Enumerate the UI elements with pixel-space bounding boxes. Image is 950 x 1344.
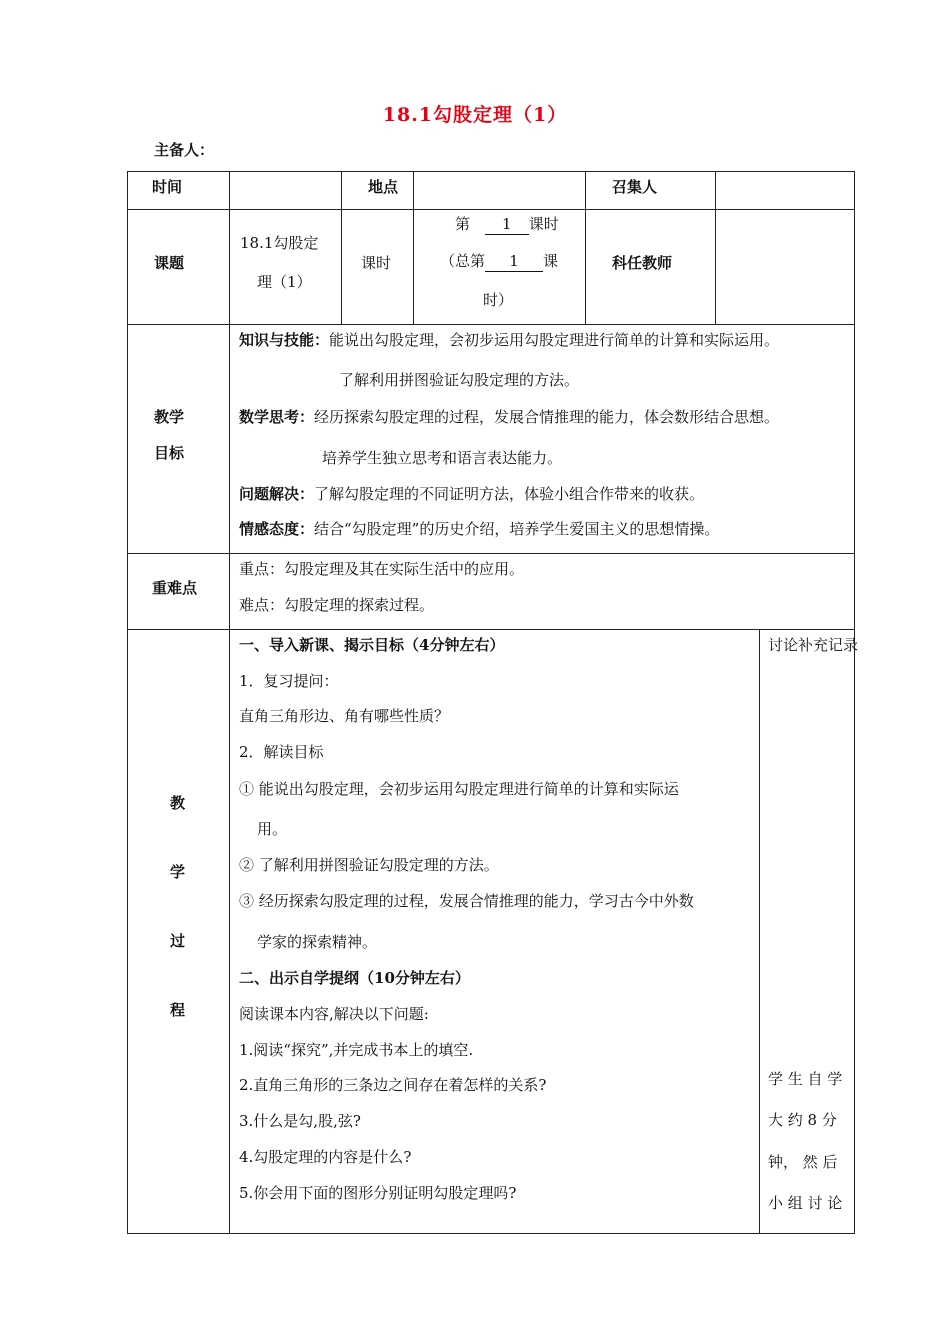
question-4: 4.勾股定理的内容是什么? [239, 1148, 412, 1166]
place-label: 地点 [368, 178, 399, 196]
table-border-top [127, 171, 855, 172]
convener-label: 召集人 [612, 178, 658, 196]
period-suffix: 课时 [528, 215, 559, 233]
side-note-line-4: 小 组 讨 论 [768, 1194, 843, 1212]
goals-label-line-2: 目标 [154, 444, 185, 462]
problem-label: 问题解决： [239, 485, 315, 503]
goal-3-line-2: 学家的探索精神。 [257, 933, 378, 951]
period-line [455, 214, 559, 235]
side-note-line-2: 大 约 8 分 [768, 1111, 837, 1129]
topic-line-2: 理（1） [257, 273, 312, 291]
table-col-5 [715, 171, 716, 325]
goal-1-line-2: 用。 [257, 820, 288, 838]
table-col-1 [229, 171, 230, 1234]
attitude-goal [239, 519, 719, 539]
topic-line-1: 18.1勾股定 [240, 234, 319, 252]
thinking-goal [239, 407, 779, 427]
table-border-bottom [127, 1233, 855, 1234]
key-point: 重点：勾股定理及其在实际生活中的应用。 [239, 560, 525, 578]
review-item: 1．复习提问： [239, 672, 339, 690]
question-2: 2.直角三角形的三条边之间存在着怎样的关系? [239, 1076, 547, 1094]
side-column-title: 讨论补充记录 [768, 636, 859, 654]
table-rule-2 [127, 324, 855, 325]
table-col-3 [413, 171, 414, 325]
topic-label: 课题 [154, 254, 185, 272]
table-rule-3 [127, 553, 855, 554]
goals-label-line-1: 教学 [154, 408, 185, 426]
reading-instruction: 阅读课本内容,解决以下问题: [239, 1005, 429, 1023]
period-number: 1 [485, 214, 529, 235]
thinking-label: 数学思考： [239, 408, 315, 426]
table-col-side [759, 629, 760, 1234]
total-end: 时） [483, 291, 514, 309]
section-2-title: 二、出示自学提纲（10分钟左右） [239, 969, 470, 987]
time-label: 时间 [152, 178, 183, 196]
table-border-left [127, 171, 128, 1234]
process-label-char-1: 教 [170, 794, 186, 812]
side-note-line-3: 钟， 然 后 [768, 1153, 838, 1171]
page-title: 18.1勾股定理（1） [382, 104, 568, 126]
problem-text: 了解勾股定理的不同证明方法，体验小组合作带来的收获。 [314, 485, 705, 503]
knowledge-text: 能说出勾股定理，会初步运用勾股定理进行简单的计算和实际运用。 [329, 331, 780, 349]
knowledge-label: 知识与技能： [239, 331, 330, 349]
attitude-text: 结合“勾股定理”的历史介绍，培养学生爱国主义的思想情操。 [314, 520, 720, 538]
total-period-line [440, 251, 558, 272]
table-col-2 [341, 171, 342, 325]
teacher-label: 科任教师 [612, 254, 673, 272]
process-label-char-2: 学 [170, 863, 186, 881]
knowledge-text-2: 了解利用拼图验证勾股定理的方法。 [339, 371, 580, 389]
question-1: 1.阅读“探究”,并完成书本上的填空. [239, 1041, 474, 1059]
total-suffix: 课 [543, 252, 559, 270]
table-side-right [854, 629, 855, 1234]
thinking-text: 经历探索勾股定理的过程，发展合情推理的能力，体会数形结合思想。 [314, 408, 780, 426]
thinking-text-2: 培养学生独立思考和语言表达能力。 [322, 449, 563, 467]
interpret-goals-item: 2．解读目标 [239, 743, 324, 761]
table-border-right [854, 171, 855, 630]
difficult-point: 难点：勾股定理的探索过程。 [239, 596, 435, 614]
period-label: 课时 [361, 254, 392, 272]
process-label-char-4: 程 [170, 1001, 186, 1019]
preparer-label: 主备人： [154, 141, 215, 159]
knowledge-goal [239, 330, 779, 350]
review-question: 直角三角形边、角有哪些性质？ [239, 707, 450, 725]
period-prefix: 第 [455, 215, 471, 233]
table-rule-1 [127, 209, 855, 210]
table-col-4 [585, 171, 586, 325]
process-label-char-3: 过 [170, 932, 186, 950]
side-note-line-1: 学 生 自 学 [768, 1070, 843, 1088]
total-number: 1 [485, 251, 543, 272]
goal-1-line-1: ① 能说出勾股定理，会初步运用勾股定理进行简单的计算和实际运 [239, 780, 679, 798]
attitude-label: 情感态度： [239, 520, 315, 538]
key-points-label: 重难点 [152, 579, 198, 597]
question-5: 5.你会用下面的图形分别证明勾股定理吗? [239, 1184, 517, 1202]
question-3: 3.什么是勾,股,弦? [239, 1112, 361, 1130]
total-prefix: （总第 [440, 252, 486, 270]
section-1-title: 一、导入新课、揭示目标（4分钟左右） [239, 636, 505, 654]
table-rule-4 [127, 629, 855, 630]
goal-3-line-1: ③ 经历探索勾股定理的过程，发展合情推理的能力，学习古今中外数 [239, 892, 694, 910]
goal-2: ② 了解利用拼图验证勾股定理的方法。 [239, 856, 499, 874]
problem-goal [239, 484, 704, 504]
